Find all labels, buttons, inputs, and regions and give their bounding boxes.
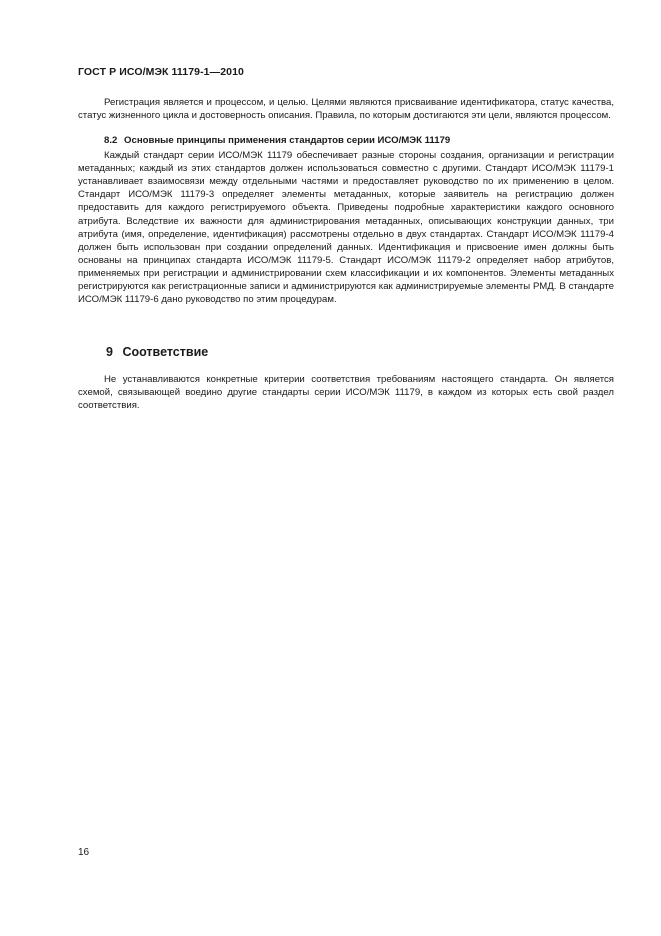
subsection-8-2: [78, 134, 614, 306]
intro-block: [78, 96, 614, 122]
section-number: 9: [106, 345, 113, 359]
subsection-title: Основные принципы применения стандартов серии ИСО/МЭК 11179: [124, 135, 451, 146]
document-header: ГОСТ Р ИСО/МЭК 11179-1—2010: [78, 66, 244, 78]
section-9-body: [78, 373, 614, 412]
page-number: 16: [78, 847, 90, 858]
subsection-paragraph: Каждый стандарт серии ИСО/МЭК 11179 обеспечивает разные стороны создания, организации и регистрации метаданных; каждый из этих стандартов должен использоваться совместно с другими. Стандарт ИСО/МЭК 11179-1 устанавливает взаимосвязи между отдельными частями и предоставляет руководство по их применению в целом. Стандарт ИСО/МЭК 11179-3 определяет элементы метаданных, которые заявитель на регистрацию должен предоставить для каждого регистрируемого объекта. Приведены подробные характеристики каждого основного атрибута. Вследствие их важности для администрирования метаданных, описывающих конструкции данных, три атрибута (имя, определение, идентификация) рассмотрены отдельно в двух стандартах. Стандарт ИСО/МЭК 11179-4 должен быть использован при создании определений данных. Идентификация и присвоение имен должны быть основаны на принципах стандарта ИСО/МЭК 11179-5. Стандарт ИСО/МЭК 11179-2 определяет набор атрибутов, применяемых при регистрации и администрировании схем классификации и их компонентов. Элементы метаданных регистрируются как регистрационные записи и администрируются как администрируемые элементы РМД. В стандарте ИСО/МЭК 11179-6 дано руководство по этим процедурам.: [78, 150, 614, 306]
section-heading: [106, 345, 208, 359]
subsection-number: 8.2: [104, 135, 118, 146]
subsection-heading: [78, 134, 614, 147]
section-paragraph: Не устанавливаются конкретные критерии соответствия требованиям настоящего стандарта. Он является схемой, связывающей воедино другие стандарты серии ИСО/МЭК 11179, в каждом из которых есть свой раздел соответствия.: [78, 374, 614, 412]
section-title: Соответствие: [122, 345, 209, 359]
intro-paragraph: Регистрация является и процессом, и целью. Целями являются присваивание идентификатора, статус качества, статус жизненного цикла и достоверность описания. Правила, по которым достигаются эти цели, являются процессом.: [78, 97, 614, 122]
